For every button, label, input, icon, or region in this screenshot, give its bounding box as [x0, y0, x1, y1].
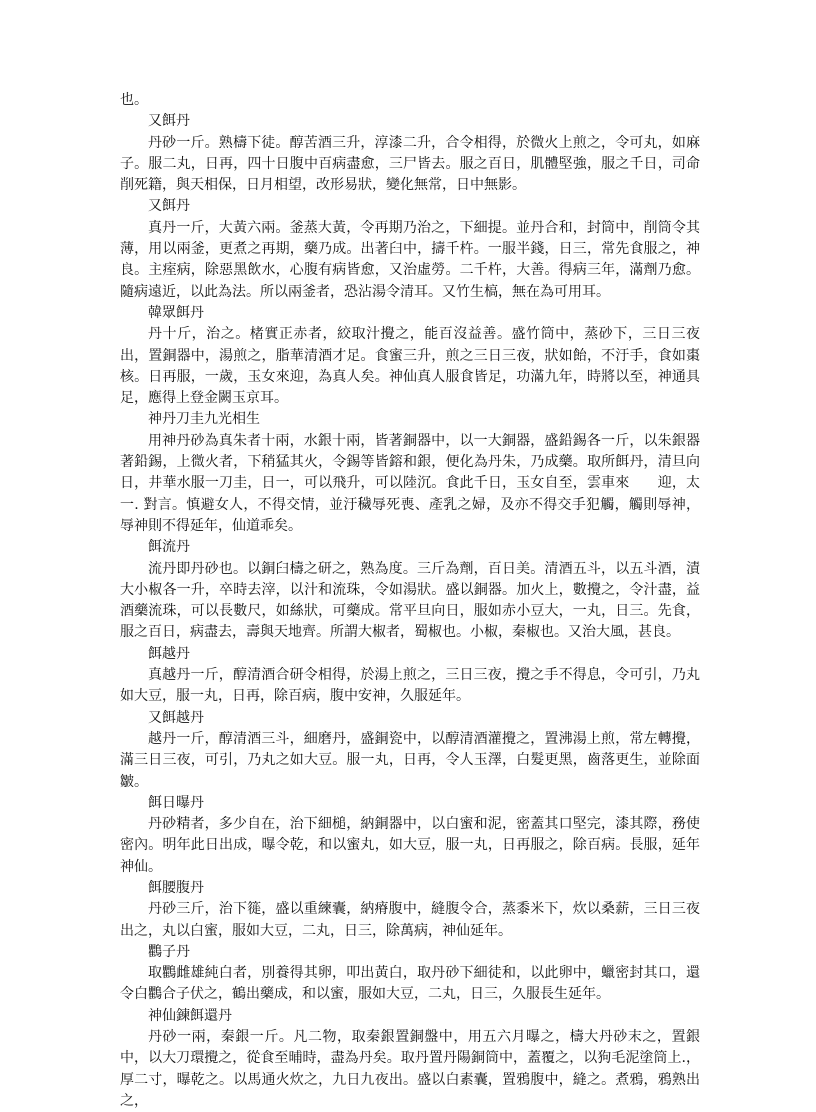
- section-heading: 鸜子丹: [148, 943, 190, 960]
- document-page: [120, 90, 700, 1112]
- section-heading: 餌日曝丹: [148, 794, 204, 811]
- section-heading: 餌流丹: [148, 539, 190, 556]
- section-heading: 餌越丹: [148, 645, 190, 662]
- section-heading: 又餌丹: [148, 113, 190, 130]
- section-heading: 韓眾餌丹: [148, 304, 204, 321]
- section-heading: 神仙鍊餌還丹: [148, 1007, 232, 1024]
- page-lead-text: 也。: [120, 92, 148, 108]
- section-paragraph: 流丹即丹砂也。以銅臼檮之研之，熟為度。三斤為劑，百日美。清酒五斗，以五斗酒，漬大小椒各一升，卒時去滓，以汁和流珠，令如湯狀。盛以銅器。加火上，數攪之，令汁盡，益酒藥流珠，可以長數尺，如絲狀，可藥成。常平旦向日，服如赤小豆大，一丸，日三。先食，服之百日，病盡去，壽與天地齊。所謂大椒者，蜀椒也。小椒，秦椒也。又治大風，甚良。: [120, 560, 700, 641]
- section-paragraph: 真丹一斤，大黃六兩。釜蒸大黃，令再期乃治之，下細提。並丹合和，封筒中，削筒令其薄，用以兩釜，更煮之再期，藥乃成。出著臼中，擣千杵。一服半錢，日三，常先食服之，神良。主痓病，除惡黑飲水，心腹有病皆愈，又治虛勞。二千杵，大善。得病三年，滿劑乃愈。隨病遠近，以此為法。所以兩釜者，恐沾湯令清耳。又竹生槁，無在為可用耳。: [120, 219, 700, 300]
- section-paragraph: 取鸜雌雄純白者，別養得其卵，叩出黃白，取丹砂下細徒和，以此卵中，蠟密封其口，還令白鸜合子伏之，鶴出藥成，和以蜜，服如大豆，二丸，日三，久服長生延年。: [120, 965, 700, 1003]
- section-paragraph: 丹砂精者，多少自在，治下細槌，納銅器中，以白蜜和泥，密蓋其口堅完，漆其際，務使密內。明年此日出成，曝令乾，和以蜜丸，如大豆，服一丸，日再服之，除百病。長服，延年神仙。: [120, 816, 700, 875]
- section-paragraph: 越丹一斤，醇清酒三斗，細磨丹，盛銅瓷中，以醇清酒灌攪之，置沸湯上煎，常左轉攪，滿三日三夜，可引，乃丸之如大豆。服一丸，日再，令人玉澤，白髮更黑，齒落更生，並除面皺。: [120, 730, 700, 790]
- section-paragraph: 丹砂一兩，秦銀一斤。凡二物，取秦銀置銅盤中，用五六月曝之，檮大丹砂末之，置銀中，以大刀環攪之，從食至晡時，盡為丹矣。取丹置丹陽銅筒中，蓋覆之，以狗毛泥塗筒上.，厚二寸，曝乾之。以馬通火炊之，九日九夜出。盛以白素囊，置鴉腹中，縫之。煮鴉，鴉熟出之，: [120, 1029, 700, 1109]
- section-paragraph: 真越丹一斤，醇清酒合研令相得，於湯上煎之，三日三夜，攪之手不得息，令可引，乃丸如大豆，服一丸，日再，除百病，腹中安神，久服延年。: [120, 667, 700, 705]
- section-heading: 餌腰腹丹: [148, 879, 204, 896]
- section-heading: 神丹刀圭九光相生: [148, 411, 260, 428]
- section-paragraph: 丹砂一斤。熟檮下徒。醇苦酒三升，淳漆二升，合令相得，於微火上煎之，令可丸，如麻子。服二丸，日再，四十日腹中百病盡愈，三尸皆去。服之百日，肌體堅強，服之千日，司命削死籍，與天相保，日月相望，改形易狀，變化無常，日中無影。: [120, 134, 700, 194]
- section-heading: 又餌越丹: [148, 709, 204, 726]
- section-paragraph: 丹十斤，治之。楮實正赤者，絞取汁攪之，能百沒益善。盛竹筒中，蒸砂下，三日三夜出，置銅器中，湯煎之，脂華清酒才足。食蜜三升，煎之三日三夜，狀如飴，不汙手，食如棗核。日再服，一歲，玉女來迎，為真人矣。神仙真人服食皆足，功滿九年，時將以至，神通具足，應得上登金闕玉京耳。: [120, 326, 700, 407]
- section-paragraph: 用神丹砂為真朱者十兩，水銀十兩，皆著銅器中，以一大銅器，盛鉛錫各一斤，以朱銀器著鉛錫，上微火者，下稍猛其火，令錫等皆鎔和銀，便化為丹朱，乃成藥。取所餌丹，清旦向日，井華水服一刀圭，日一，可以飛升，可以陸沉。食此千日，玉女自至，雲車來 迎，太一. 對言。慎避女人，不得交情，並汙穢辱死喪、產乳之婦，及亦不得交手犯觸，觸則辱神，辱神則不得延年，仙道乖矣。: [120, 432, 700, 534]
- section-heading: 又餌丹: [148, 198, 190, 215]
- section-paragraph: 丹砂三斤，治下簁，盛以重練囊，納瘠腹中，縫腹令合，蒸黍米下，炊以桑薪，三日三夜出之，丸以白蜜，服如大豆，二丸，日三，除萬病，神仙延年。: [120, 901, 700, 939]
